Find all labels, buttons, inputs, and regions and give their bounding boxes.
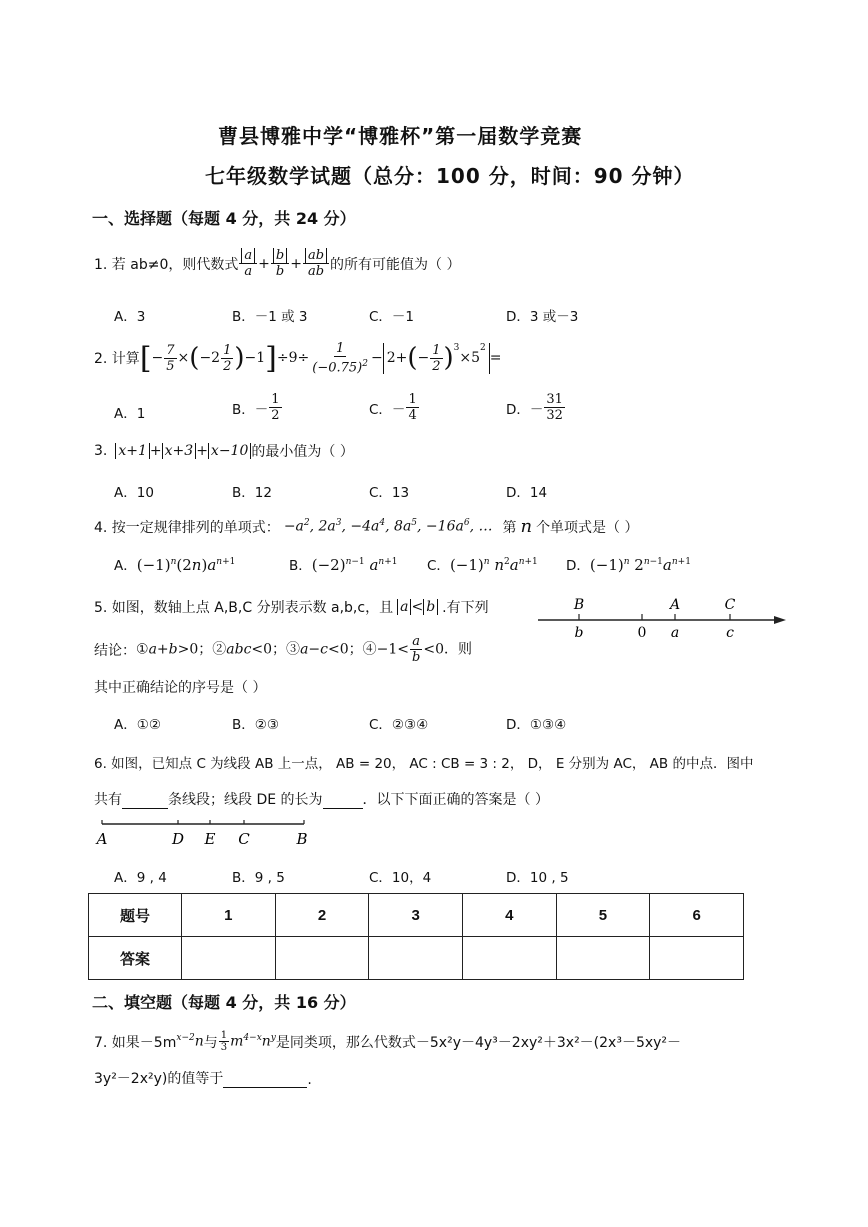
q2-option-b-den: 2 <box>271 408 280 423</box>
answer-cell-6[interactable] <box>650 937 744 980</box>
question-2 <box>94 336 502 380</box>
question-7-expression: 是同类项，那么代数式－5x²y－4y³－2xy²＋3x²－(2x³－5xy²－ <box>275 1034 682 1051</box>
q2-option-c-den: 4 <box>408 408 417 423</box>
answer-table-header-row <box>89 894 744 937</box>
q5-option-c[interactable]: C．②③④ <box>369 717 429 733</box>
segment-figure <box>92 816 322 852</box>
question-4-suffix: 个单项式是（ ） <box>536 519 639 536</box>
q2-option-b-num: 1 <box>271 392 280 407</box>
exam-title: 曹县博雅中学“博雅杯”第一届数学竞赛 <box>218 124 583 148</box>
question-6-line1: 6. 如图，已知点 C 为线段 AB 上一点， AB = 20， AC : CB = 3 : 2， D， E 分别为 AC， AB 的中点．图中 <box>94 756 754 772</box>
answer-table-header-4: 4 <box>462 894 556 937</box>
q2-option-d[interactable] <box>506 392 566 423</box>
q3-option-d[interactable]: D．14 <box>506 485 548 501</box>
number-line-arrow <box>774 616 786 624</box>
q2-option-c-label: C．－ <box>369 401 406 418</box>
question-5-line1 <box>94 597 489 617</box>
blank-de-length[interactable] <box>323 794 363 809</box>
q7-term1-rest: $^{x-2}$n <box>176 1033 204 1050</box>
segment-label-B: B <box>296 830 308 848</box>
q6-option-c[interactable]: C．10，4 <box>369 870 432 886</box>
q1-option-a[interactable]: A．3 <box>114 309 146 325</box>
q2-option-b[interactable] <box>232 392 283 423</box>
q4-option-a[interactable]: A．$(-1)^n(2n)a^{n+1}$ <box>114 556 236 574</box>
blank-q7-answer[interactable] <box>223 1073 307 1088</box>
question-5-line2 <box>94 634 472 665</box>
question-4 <box>94 516 639 537</box>
q3-option-c[interactable]: C．13 <box>369 485 410 501</box>
value-label-zero: 0 <box>637 625 647 641</box>
q2-option-b-label: B．－ <box>232 401 269 418</box>
q3-option-a[interactable]: A．10 <box>114 485 154 501</box>
q1-option-c[interactable]: C．－1 <box>369 309 415 325</box>
q4-option-c[interactable]: C．$(-1)^n$ $n^2a^{n+1}$ <box>427 556 538 574</box>
answer-table <box>88 893 744 980</box>
value-label-a: a <box>670 625 680 641</box>
question-6-line2 <box>94 789 549 809</box>
segment-label-E: E <box>204 830 216 848</box>
q4-variable-n: n <box>520 516 533 537</box>
answer-table-header-2: 2 <box>275 894 369 937</box>
question-6-text-b: 条线段；线段 DE 的长为 <box>168 792 323 808</box>
question-3 <box>94 441 354 461</box>
q4-sequence: $-a^2$, $2a^3$, $-4a^4$, $8a^5$, $-16a^6$, … <box>283 518 493 535</box>
q2-option-d-den: 32 <box>546 408 563 423</box>
question-7-prefix: 7. 如果－5m <box>94 1034 177 1051</box>
question-3-suffix: 的最小值为（ ） <box>251 444 354 460</box>
q5-option-b[interactable]: B．②③ <box>232 717 279 733</box>
answer-table-header-5: 5 <box>556 894 650 937</box>
question-6-text-a: 共有 <box>94 792 122 808</box>
answer-cell-4[interactable] <box>462 937 556 980</box>
question-7-period: . <box>307 1072 312 1088</box>
question-6-text-c: ．以下下面正确的答案是（ ） <box>362 792 549 808</box>
q5-option-d[interactable]: D．①③④ <box>506 717 567 733</box>
fraction-abs-b-over-b: $\frac{b}{b}$ <box>271 248 289 279</box>
q4-option-b[interactable]: B．$(-2)^{n-1}$ $a^{n+1}$ <box>289 556 398 574</box>
value-label-b: b <box>574 625 584 641</box>
segment-label-A: A <box>96 830 108 848</box>
value-label-c: c <box>726 625 734 641</box>
question-7-line2 <box>94 1068 312 1088</box>
answer-table-answer-row <box>89 937 744 980</box>
question-4-prefix: 4. 按一定规律排列的单项式： <box>94 519 280 536</box>
point-label-B: B <box>573 597 585 613</box>
q1-option-b[interactable]: B．－1 或 3 <box>232 309 308 325</box>
question-4-mid: 第 <box>502 519 517 536</box>
question-5-line3: 其中正确结论的序号是（ ） <box>94 680 267 696</box>
q2-option-c[interactable] <box>369 392 420 423</box>
question-1-prefix: 1. 若 ab≠0，则代数式 <box>94 256 239 273</box>
q5-option-a[interactable]: A．①② <box>114 717 161 733</box>
question-5-text-end: .有下列 <box>442 600 489 616</box>
section-heading-choice: 一、选择题（每题 4 分，共 24 分） <box>92 209 356 228</box>
answer-cell-3[interactable] <box>369 937 463 980</box>
q6-option-a[interactable]: A．9 , 4 <box>114 870 167 886</box>
question-1-suffix: 的所有可能值为（ ） <box>330 256 461 273</box>
question-7-line1: 7. 如果－5m $^{x-2}$n 与 $\frac{1}{3}$ $m^{4-x}n^y$ 是同类项，那么代数式－5x²y－4y³－2xy²＋3x²－(2x³－5xy²－ <box>94 1030 682 1053</box>
fraction-abs-ab-over-ab: $\frac{ab}{ab}$ <box>303 248 329 279</box>
point-label-A: A <box>669 597 681 613</box>
answer-table-answer-label: 答案 <box>89 937 182 980</box>
q2-option-d-num: 31 <box>546 392 563 407</box>
q5-condition: a < b <box>397 599 438 615</box>
q3-expression: x+1 + x+3 + x−10 <box>115 443 251 459</box>
answer-table-header-label: 题号 <box>89 894 182 937</box>
answer-cell-1[interactable] <box>182 937 276 980</box>
question-5-conclusions-label: 结论： <box>94 642 136 659</box>
answer-table-header-3: 3 <box>369 894 463 937</box>
q2-expression: [ − $\frac{7}{5}$ × ( −2 $\frac{1}{2}$ ) −1 ] ÷9÷ $\frac{1}{(-0.75)^2}$ − 2+ ( − $\frac{1}{2}$ ) $^3$ ×5 2 = <box>139 340 502 376</box>
q2-option-d-label: D．－ <box>506 401 544 418</box>
fraction-abs-a-over-a: $\frac{a}{a}$ <box>239 248 257 279</box>
segment-label-C: C <box>238 830 250 848</box>
question-1: 1. 若 ab≠0，则代数式 $\frac{a}{a}$ + $\frac{b}{b}$ + $\frac{ab}{ab}$ 的所有可能值为（ ） <box>94 248 461 279</box>
question-2-prefix: 2. 计算 <box>94 351 140 367</box>
answer-cell-2[interactable] <box>275 937 369 980</box>
question-3-number: 3. <box>94 443 108 459</box>
q4-option-d[interactable]: D．$(-1)^n$ $2^{n-1}a^{n+1}$ <box>566 556 691 574</box>
exam-subtitle: 七年级数学试题（总分：100 分，时间：90 分钟） <box>205 164 695 188</box>
answer-cell-5[interactable] <box>556 937 650 980</box>
q5-conclusions: ①a+b>0；②abc<0；③a−c<0；④−1< $\frac{a}{b}$ <0．则 <box>136 634 472 665</box>
q6-option-d[interactable]: D．10 , 5 <box>506 870 569 886</box>
question-7-mid: 与 <box>203 1034 218 1051</box>
blank-segment-count[interactable] <box>122 794 168 809</box>
q2-option-a[interactable]: A．1 <box>114 406 146 422</box>
point-label-C: C <box>724 597 736 613</box>
answer-table-header-1: 1 <box>182 894 276 937</box>
q3-option-b[interactable]: B．12 <box>232 485 272 501</box>
q1-option-d[interactable]: D．3 或－3 <box>506 309 579 325</box>
q7-term2: $m^{4-x}n^y$ <box>230 1033 276 1050</box>
question-7-expression-end: 3y²－2x²y)的值等于 <box>94 1071 224 1087</box>
q6-option-b[interactable]: B．9 , 5 <box>232 870 285 886</box>
answer-table-header-6: 6 <box>650 894 744 937</box>
q2-option-c-num: 1 <box>408 392 417 407</box>
segment-label-D: D <box>171 830 185 848</box>
question-5-text: 5. 如图，数轴上点 A,B,C 分别表示数 a,b,c，且 <box>94 600 394 616</box>
number-line-figure <box>534 590 794 645</box>
section-heading-fill: 二、填空题（每题 4 分，共 16 分） <box>92 993 356 1012</box>
